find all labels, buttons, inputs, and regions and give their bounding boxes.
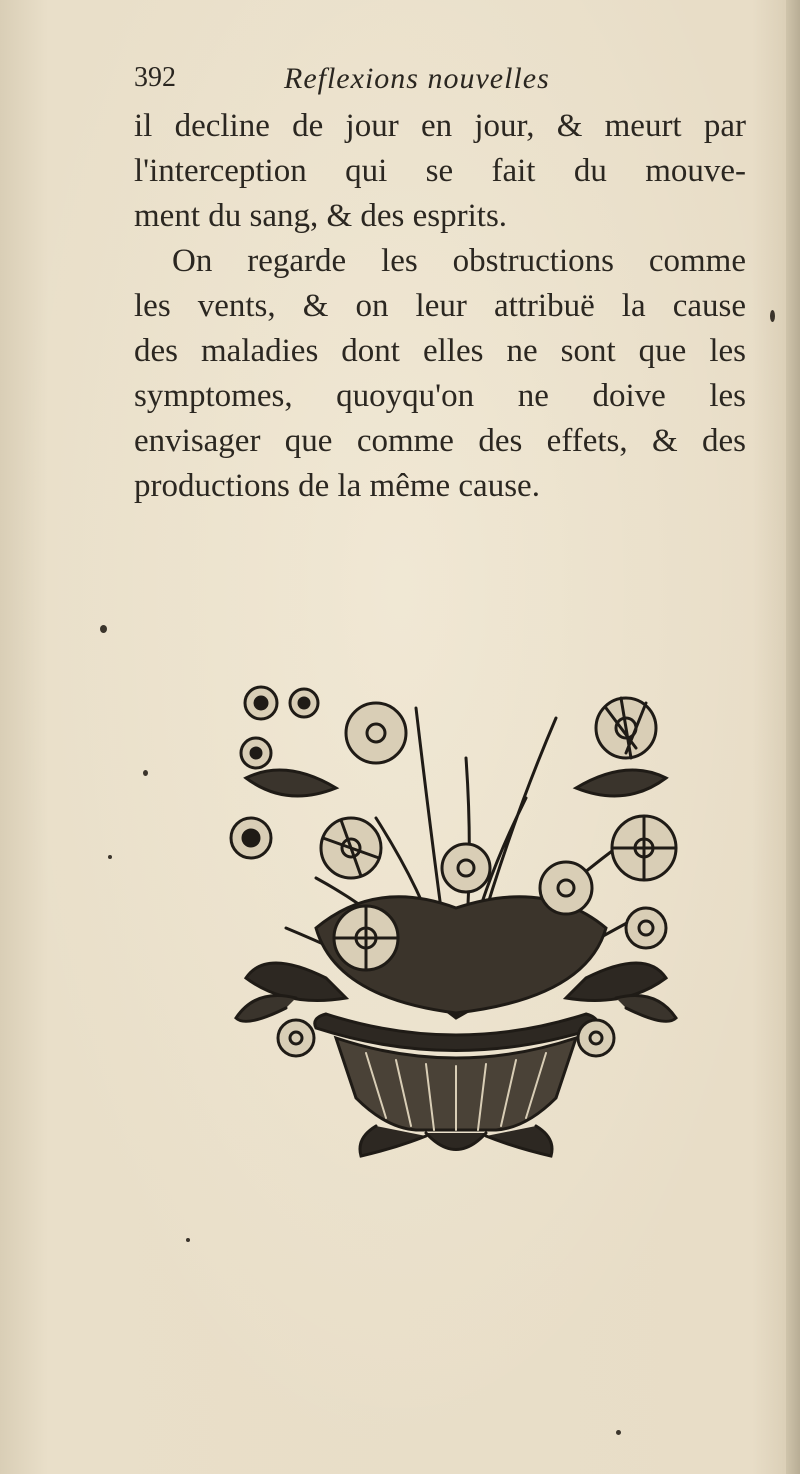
- text-line: les vents, & on leur attribuë la cause: [134, 288, 746, 324]
- text-line: des maladies dont elles ne sont que les: [134, 333, 746, 369]
- paper-speck: [770, 310, 775, 322]
- floral-vase-tailpiece-icon: [226, 678, 686, 1168]
- paper-speck: [100, 625, 107, 633]
- paper-speck: [186, 1238, 190, 1242]
- text-line: il decline de jour en jour, & meurt par: [134, 108, 746, 144]
- running-head: Reflexions nouvelles: [284, 62, 550, 95]
- text-line: envisager que comme des effets, & des: [134, 423, 746, 459]
- text-line: symptomes, quoyqu'on ne doive les: [134, 378, 746, 414]
- paper-speck: [143, 770, 148, 776]
- page-edge: [786, 0, 800, 1474]
- text-line: l'interception qui se fait du mouve-: [134, 153, 746, 189]
- text-line: On regarde les obstructions comme: [172, 243, 746, 279]
- body-text: [134, 104, 746, 509]
- text-line: ment du sang, & des esprits.: [134, 198, 508, 234]
- text-line: productions de la même cause.: [134, 468, 540, 504]
- paper-speck: [616, 1430, 621, 1435]
- page-header: [134, 62, 754, 106]
- page-number: 392: [134, 62, 176, 93]
- paper-speck: [108, 855, 112, 859]
